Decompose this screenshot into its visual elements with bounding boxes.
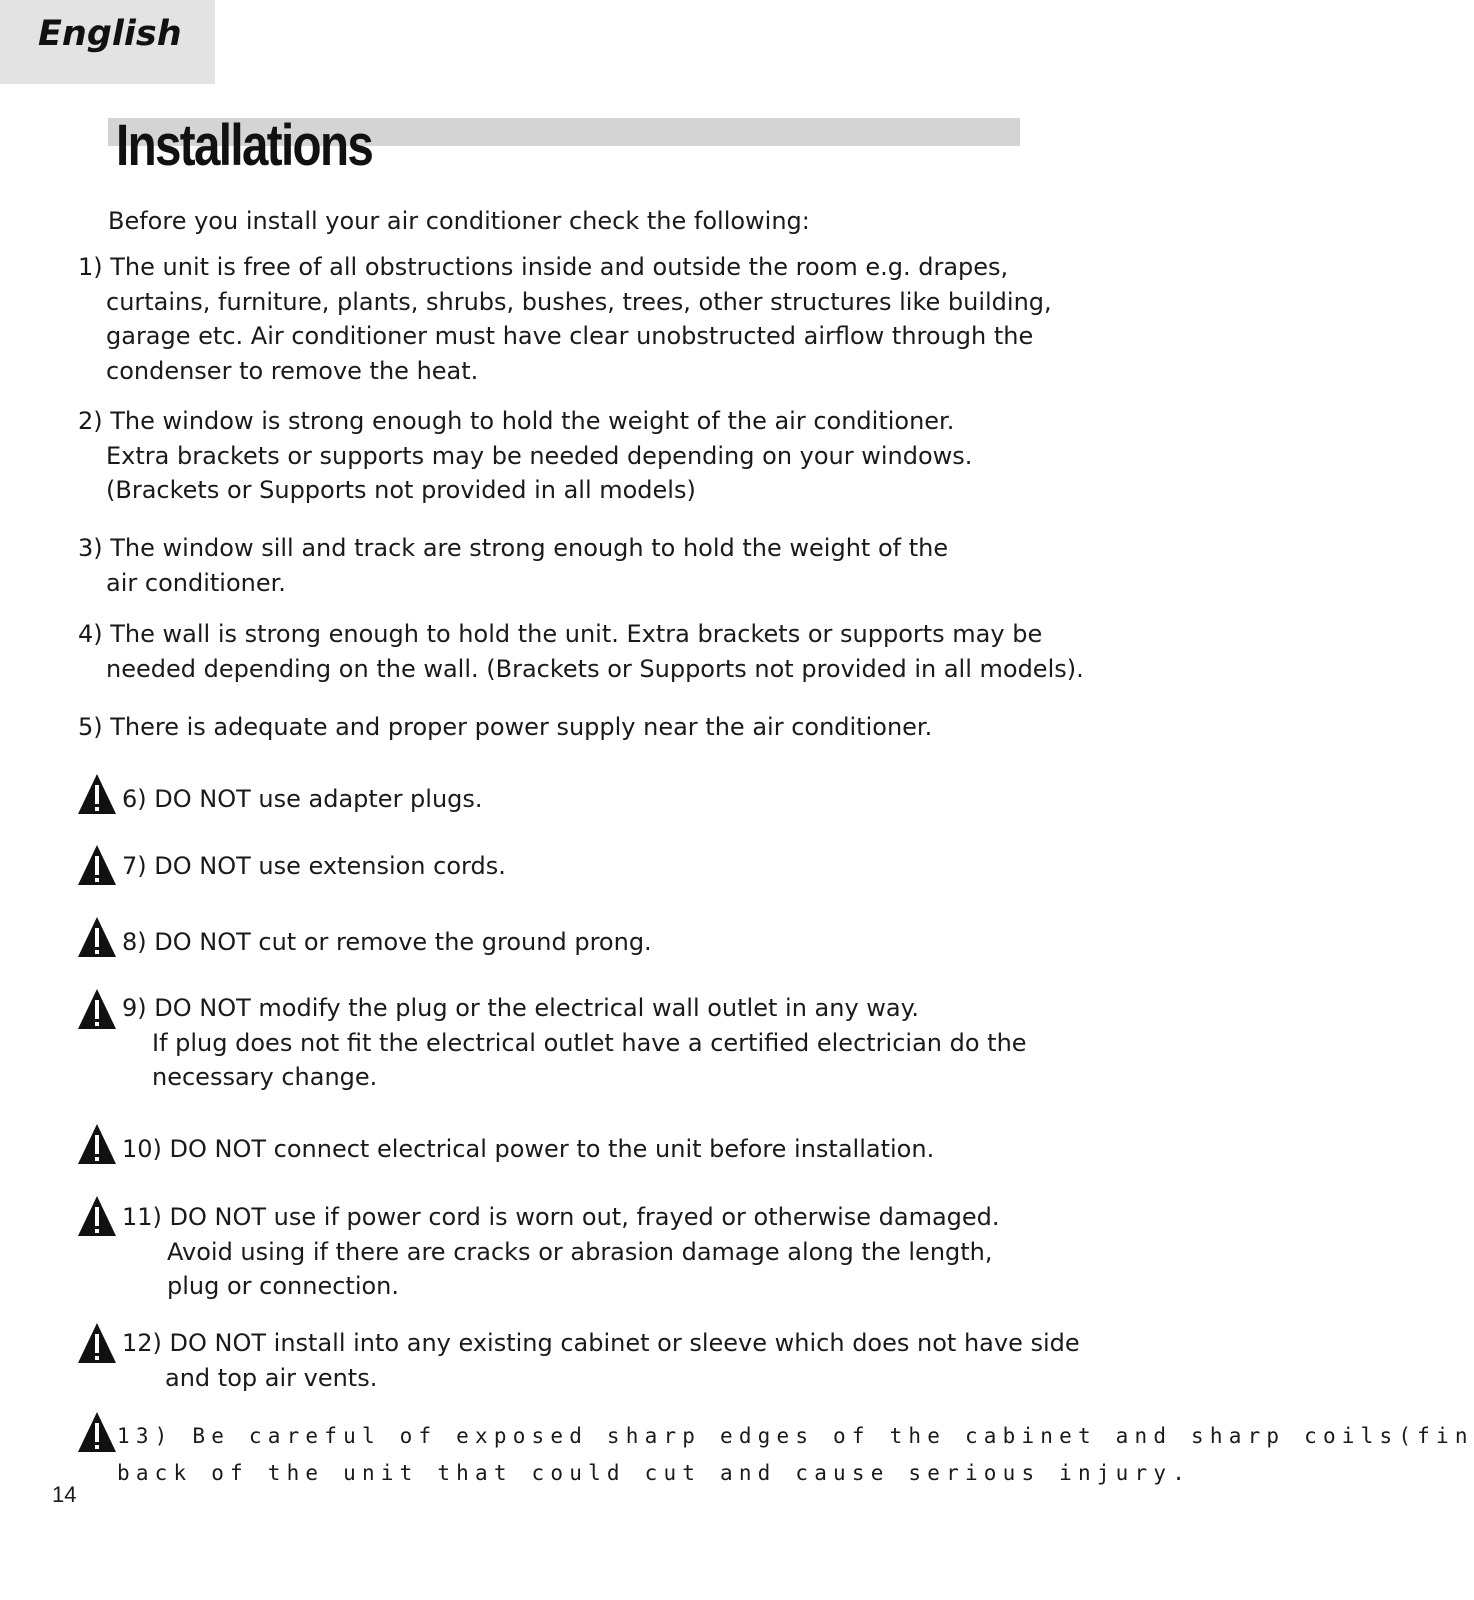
warning-line: necessary change. [152, 1063, 378, 1091]
checklist-item-5 [78, 710, 932, 745]
warning-line: Avoid using if there are cracks or abrasion damage along the length, [167, 1237, 993, 1266]
warning-item-7 [122, 849, 506, 884]
warning-line: If plug does not fit the electrical outlet have a certified electrician do the [152, 1028, 1027, 1057]
warning-line: and top air vents. [165, 1363, 378, 1392]
item-line: 2) The window is strong enough to hold the weight of the air conditioner. [78, 407, 955, 435]
item-line: condenser to remove the heat. [106, 356, 479, 385]
warning-line: 13) Be careful of exposed sharp edges of the cabinet and sharp coils(fin [117, 1424, 1474, 1448]
language-label: English [38, 14, 182, 54]
page-number: 14 [52, 1482, 77, 1507]
warning-line: 6) DO NOT use adapter plugs. [122, 785, 483, 813]
warning-line: 7) DO NOT use extension cords. [122, 852, 506, 880]
warning-triangle-icon [77, 1123, 117, 1165]
checklist-item-4 [78, 617, 1084, 686]
warning-triangle-icon [77, 988, 117, 1030]
item-line: air conditioner. [106, 568, 286, 597]
warning-triangle-icon [77, 1322, 117, 1364]
warning-line: 12) DO NOT install into any existing cabinet or sleeve which does not have side [122, 1329, 1080, 1357]
warning-line: 11) DO NOT use if power cord is worn out, frayed or otherwise damaged. [122, 1203, 1000, 1231]
item-line: 3) The window sill and track are strong enough to hold the weight of the [78, 534, 949, 562]
language-tab [0, 0, 215, 84]
warning-item-6 [122, 782, 483, 817]
warning-line: back of the unit that could cut and cause serious injury. [117, 1461, 1192, 1485]
item-line: Extra brackets or supports may be needed depending on your windows. [106, 441, 973, 470]
warning-triangle-icon [77, 916, 117, 958]
warning-item-9 [122, 991, 1027, 1095]
item-line: needed depending on the wall. (Brackets or Supports not provided in all models). [106, 654, 1084, 683]
item-line: 1) The unit is free of all obstructions inside and outside the room e.g. drapes, [78, 253, 1009, 281]
warning-item-10 [122, 1132, 934, 1167]
page-title: Installations [116, 113, 373, 178]
warning-triangle-icon [77, 773, 117, 815]
item-line: 4) The wall is strong enough to hold the unit. Extra brackets or supports may be [78, 620, 1043, 648]
warning-item-12 [122, 1326, 1080, 1395]
warning-triangle-icon [77, 1195, 117, 1237]
item-line: garage etc. Air conditioner must have clear unobstructed airflow through the [106, 322, 1034, 350]
item-line: (Brackets or Supports not provided in all models) [106, 476, 696, 504]
warning-triangle-icon [77, 1411, 117, 1453]
warning-line: 8) DO NOT cut or remove the ground prong. [122, 928, 652, 956]
warning-item-13 [117, 1418, 1474, 1492]
checklist-item-3 [78, 531, 948, 600]
warning-triangle-icon [77, 844, 117, 886]
warning-line: 9) DO NOT modify the plug or the electrical wall outlet in any way. [122, 994, 920, 1022]
checklist-item-1 [78, 250, 1052, 388]
checklist-item-2 [78, 404, 972, 508]
intro-text: Before you install your air conditioner check the following: [108, 207, 810, 235]
warning-item-8 [122, 925, 652, 960]
item-line: curtains, furniture, plants, shrubs, bushes, trees, other structures like building, [106, 287, 1052, 316]
warning-item-11 [122, 1200, 1000, 1304]
warning-line: plug or connection. [167, 1272, 400, 1300]
warning-line: 10) DO NOT connect electrical power to the unit before installation. [122, 1135, 935, 1163]
item-line: 5) There is adequate and proper power supply near the air conditioner. [78, 713, 933, 741]
